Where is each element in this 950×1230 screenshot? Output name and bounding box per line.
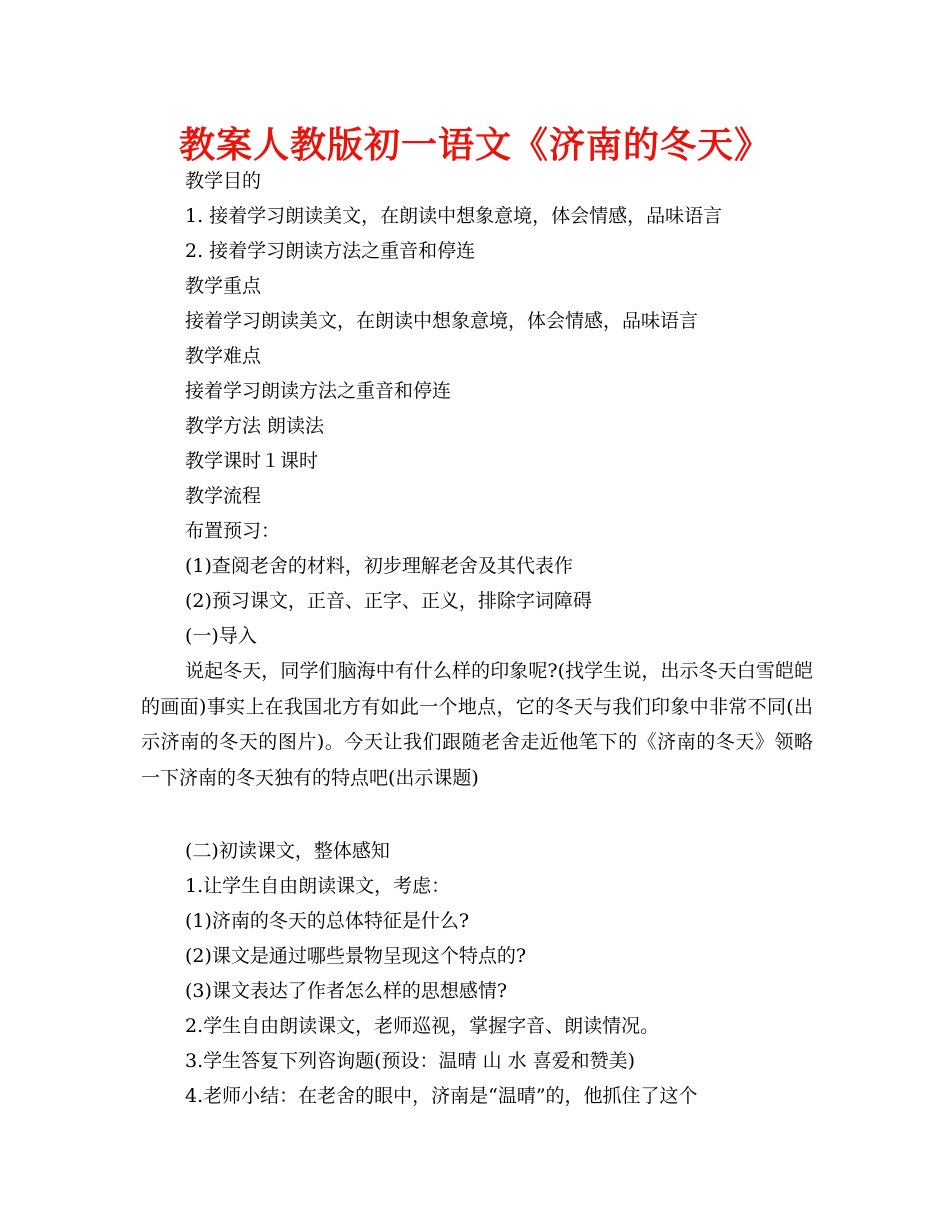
step-2: 2.学生自由朗读课文，老师巡视，掌握字音、朗读情况。 (185, 1015, 660, 1037)
key-point-text: 接着学习朗读美文，在朗读中想象意境，体会情感，品味语言 (185, 310, 699, 332)
heading-preview: 布置预习： (185, 520, 281, 542)
heading-teaching-goal: 教学目的 (185, 170, 262, 192)
document-title: 教案人教版初一语文《济南的冬天》 (178, 125, 771, 166)
intro-paragraph: 说起冬天，同学们脑海中有什么样的印象呢?(找学生说，出示冬天白雪皑皑的画面)事实上在我国北方有如此一个地点，它的冬天与我们印象中非常不同(出示济南的冬天的图片)。今天让我们跟随老舍走近他笔下的《济南的冬天》领略一下济南的冬天独有的特点吧(出示课题) (141, 660, 813, 789)
step-4: 4.老师小结：在老舍的眼中，济南是“温晴”的，他抓住了这个 (185, 1085, 698, 1107)
section-reading-heading: (二)初读课文，整体感知 (185, 840, 390, 862)
question-2: (2)课文是通过哪些景物呈现这个特点的? (185, 945, 527, 967)
heading-difficulty: 教学难点 (185, 345, 262, 367)
teaching-hours: 教学课时１课时 (185, 450, 319, 472)
heading-key-point: 教学重点 (185, 275, 262, 297)
teaching-method: 教学方法 朗读法 (185, 415, 325, 437)
preview-item-1: (1)查阅老舍的材料，初步理解老舍及其代表作 (185, 555, 573, 577)
difficulty-text: 接着学习朗读方法之重音和停连 (185, 380, 452, 402)
preview-item-2: (2)预习课文，正音、正字、正义，排除字词障碍 (185, 590, 592, 612)
step-1: 1.让学生自由朗读课文，考虑： (185, 875, 451, 897)
question-1: (1)济南的冬天的总体特征是什么? (185, 910, 470, 932)
goal-item-2: 2. 接着学习朗读方法之重音和停连 (185, 240, 476, 262)
question-3: (3)课文表达了作者怎么样的思想感情? (185, 980, 508, 1002)
heading-process: 教学流程 (185, 485, 262, 507)
step-3: 3.学生答复下列咨询题(预设：温晴 山 水 喜爱和赞美) (185, 1050, 636, 1072)
section-intro-heading: (一)导入 (185, 625, 257, 647)
goal-item-1: 1. 接着学习朗读美文，在朗读中想象意境，体会情感，品味语言 (185, 205, 723, 227)
